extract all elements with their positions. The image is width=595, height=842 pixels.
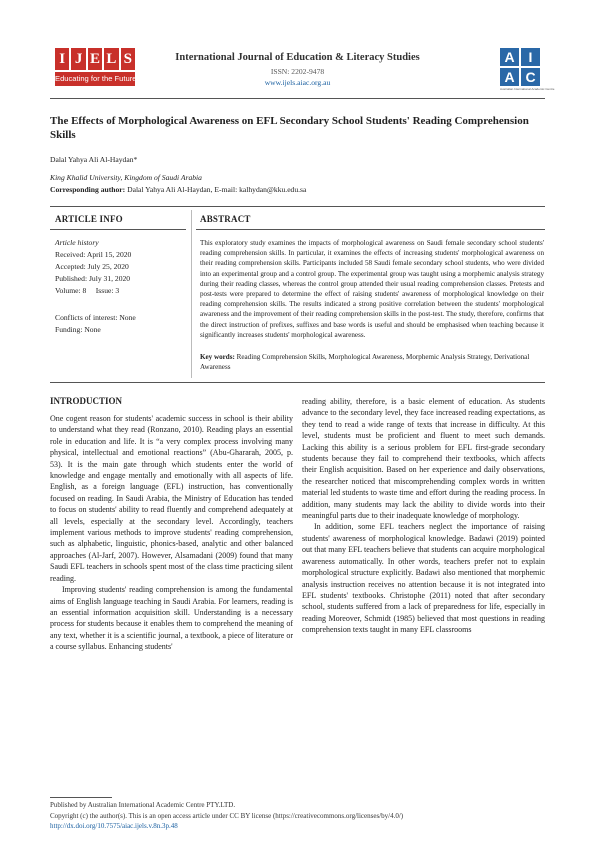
journal-issn: ISSN: 2202-9478 [270,67,325,76]
aiac-letter: I [521,48,540,66]
journal-title: International Journal of Education & Literacy Studies [175,52,420,63]
article-info-rule [50,229,186,230]
doi-link[interactable]: http://dx.doi.org/10.7575/aiac.ijels.v.8n.3p.48 [50,822,178,831]
logo-letter: J [71,48,85,70]
aiac-letter: A [500,68,519,86]
paper-title: The Effects of Morphological Awareness on EFL Secondary School Students' Reading Comprehension Skills [50,115,529,141]
body-column-right [302,396,545,636]
corresponding-author [50,185,306,194]
author-name: Dalal Yahya Ali Al-Haydan* [50,155,138,164]
logo-letter: L [104,48,118,70]
aiac-letter: A [500,48,519,66]
ijels-logo [55,48,135,92]
copyright-line: Copyright (c) the author(s). This is an open access article under CC BY license (https://creativecommons.org/licenses/by/4.0/) [50,811,404,820]
publisher-line: Published by Australian International Academic Centre PTY.LTD. [50,801,236,809]
logo-letter: I [55,48,69,70]
title-divider [50,206,545,207]
keywords-label: Key words: [200,353,235,361]
logo-letter: S [121,48,135,70]
footnote [50,800,545,832]
funding: Funding: None [55,325,101,334]
received-date: Received: April 15, 2020 [55,250,132,259]
abstract-divider [50,382,545,383]
article-info-heading: ARTICLE INFO [55,214,123,224]
logo-tagline: Educating for the Future [55,72,135,86]
journal-url[interactable]: www.ijels.aiac.org.au [264,78,331,87]
corresponding-text: Dalal Yahya Ali Al-Haydan, E-mail: kalhydan@kku.edu.sa [125,185,307,194]
logo-letter: E [88,48,102,70]
keywords-text: Reading Comprehension Skills, Morphological Awareness, Morphemic Analysis Strategy, Derivational Awareness [200,353,530,372]
aiac-caption: Australian International Academic Centre [500,87,555,91]
aiac-logo [500,48,555,91]
history-label: Article history [55,238,99,247]
abstract-rule [196,229,545,230]
aiac-letter: C [521,68,540,86]
paragraph: Improving students' reading comprehension is among the fundamental aims of English language teaching in Saudi Arabia. For learners, reading is an essential information acquisition skill. Understanding is a necessary process for students because it enables them to comprehend the meaning of any text, whether it is a scientific journal, a textbook, a piece of literature or a course syllabus. Enhancing students' [50,585,293,652]
header-divider [50,98,545,99]
paragraph: One cogent reason for students' academic success in school is their ability to understand what they read (Ronzano, 2010). Reading plays an essential role in education and life. It is “a very complex process involving many physical, intellectual and emotional reactions” (Abu-Ghararah, 2005, p. 53). It is the main gate through which students enter the world of knowledge and engage mentally and emotionally with all aspects of life. English, as a foreign language (EFL) instruction, has conventionally focused on reading. In Saudi Arabia, the Ministry of Education has tended to focus on students' ability to read fluently and comprehend adequately at all levels, especially at the secondary level. Accordingly, teachers implement various methods to improve students' reading comprehension, such as alphabetic, linguistic, phonics-based, analytic and other balanced approaches (Al-Jarf, 2007). However, Alsamadani (2009) found that many Saudi EFL teachers in schools spent most of the class time practicing silent reading. [50,414,293,583]
conflicts-of-interest: Conflicts of interest: None [55,313,136,322]
paragraph: In addition, some EFL teachers neglect the importance of raising students' awareness of morphological knowledge. Badawi (2019) pointed out that many EFL teachers believe that students can acquire morphological awareness automatically. In other words, teachers prefer not to explain morphological structure explicitly. Badawi also mentioned that morphemic analysis instruction receives no attention because it is not integrated into EFL students' textbooks. Christophe (2011) noted that after secondary school, students suffered from a lack of preparedness for life, especially in reading Moreover, Schmidt (1985) believed that most questions in reading comprehension texts taught in many EFL classrooms [302,522,545,635]
volume-issue: Volume: 8 Issue: 3 [55,286,120,295]
article-history [55,237,131,297]
keywords [200,352,544,372]
abstract-heading: ABSTRACT [200,214,251,224]
author-affiliation: King Khalid University, Kingdom of Saudi Arabia [50,173,202,182]
accepted-date: Accepted: July 25, 2020 [55,262,129,271]
body-column-left [50,413,293,653]
abstract-text: This exploratory study examines the impacts of morphological awareness on Saudi female secondary school students' reading comprehension skills. In particular, it examines the effects of increasing students' morphological awareness on their reading comprehension skills. Participants included 58 Saudi female secondary school students, who were divided into an experimental group and a control group. The experimental group was taught using a morphemic analysis strategy during their reading classes, whereas the control group attended their usual reading comprehension classes. Pretests and post-tests were prepared to determine the effect of raising students' awareness of morphological knowledge on their reading comprehension skills. The results indicated a strong positive correlation between the students' morphological awareness and the improvement of their reading comprehension skills in the post-test. The study, therefore, confirms that the direct instruction of prefixes, suffixes and base words is useful and should be emphasised when teaching because it significantly increases students' morphological awareness. [200,239,544,339]
published-date: Published: July 31, 2020 [55,274,131,283]
column-separator [191,210,192,378]
corresponding-label: Corresponding author: [50,185,126,194]
footnote-rule [50,797,112,798]
paragraph: reading ability, therefore, is a basic element of education. As students advance to the secondary level, they face increased reading expectations, as they tend to read a wide range of texts that increase in difficulty. At this level, students must be proficient and fluent to meet such demands. Lacking this ability is a serious problem for EFL first-grade secondary students because they fail to comprehend their textbooks, which affects their English acquisition. Based on her experience and daily observations, the researcher noticed that miscomprehending complex words in written material led students to waste time and effort during the reading process. In addition, many students may lack the ability to divide words into their meaningful parts due to their inadequate knowledge of morphology. [302,397,545,521]
declarations [55,312,136,336]
introduction-heading: INTRODUCTION [50,396,123,406]
